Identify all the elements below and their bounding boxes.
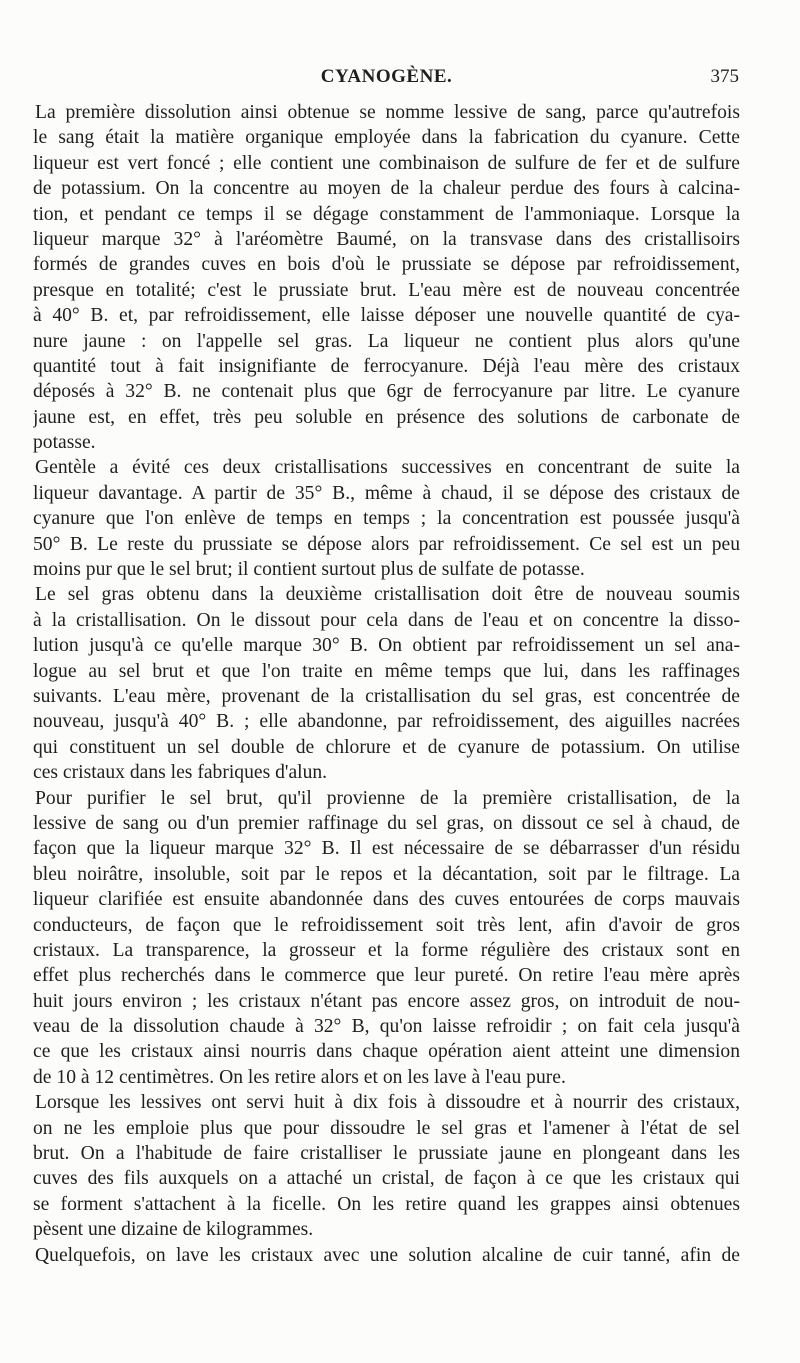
text-line: jaune est, en effet, très peu soluble en présence des solutions de carbonate de: [33, 406, 740, 428]
chapter-title: CYANOGÈNE.: [320, 66, 453, 87]
text-line: logue au sel brut et que l'on traite en même temps que lui, dans les raffinages: [33, 660, 740, 682]
text-line: 50° B. Le reste du prussiate se dépose alors par refroidissement. Ce sel est un peu: [33, 533, 740, 555]
text-line: lessive de sang ou d'un premier raffinage du sel gras, on dissout ce sel à chaud, de: [33, 812, 740, 834]
body-text: [33, 100, 740, 1268]
text-line: liqueur est vert foncé ; elle contient une combinaison de sulfure de fer et de sulfure: [33, 152, 740, 174]
text-line: conducteurs, de façon que le refroidissement soit très lent, afin d'avoir de gros: [33, 914, 740, 936]
text-line: suivants. L'eau mère, provenant de la cristallisation du sel gras, est concentrée de: [33, 685, 740, 707]
text-line: on ne les emploie plus que pour dissoudre le sel gras et l'amener à l'état de sel: [33, 1117, 740, 1139]
text-line: de 10 à 12 centimètres. On les retire alors et on les lave à l'eau pure.: [33, 1066, 566, 1088]
text-line: ce que les cristaux ainsi nourris dans chaque opération aient atteint une dimension: [33, 1041, 740, 1063]
text-line: liqueur davantage. A partir de 35° B., même à chaud, il se dépose des cristaux de: [33, 482, 740, 504]
text-line: quantité tout à fait insignifiante de ferrocyanure. Déjà l'eau mère des cristaux: [33, 355, 740, 377]
text-line: lution jusqu'à ce qu'elle marque 30° B. On obtient par refroidissement un sel ana-: [33, 635, 740, 657]
text-line: cuves des fils auxquels on a attaché un cristal, de façon à ce que les cristaux qui: [33, 1168, 740, 1190]
text-line: presque en totalité; c'est le prussiate brut. L'eau mère est de nouveau concentrée: [33, 279, 740, 301]
text-line: veau de la dissolution chaude à 32° B, qu'on laisse refroidir ; on fait cela jusqu'à: [33, 1016, 740, 1038]
page-number: 375: [710, 66, 739, 87]
text-line: déposés à 32° B. ne contenait plus que 6gr de ferrocyanure par litre. Le cyanure: [33, 381, 740, 403]
text-line: nouveau, jusqu'à 40° B. ; elle abandonne, par refroidissement, des aiguilles nacrées: [33, 711, 740, 733]
text-line: à la cristallisation. On le dissout pour cela dans de l'eau et on concentre la disso-: [33, 609, 740, 631]
text-line: à 40° B. et, par refroidissement, elle laisse déposer une nouvelle quantité de cya-: [33, 305, 740, 327]
text-line: formés de grandes cuves en bois d'où le prussiate se dépose par refroidissement,: [33, 254, 740, 276]
text-line: Gentèle a évité ces deux cristallisations successives en concentrant de suite la: [35, 457, 740, 479]
running-header: [34, 66, 739, 94]
text-line: huit jours environ ; les cristaux n'étant pas encore assez gros, on introduit de nou-: [33, 990, 740, 1012]
text-line: La première dissolution ainsi obtenue se nomme lessive de sang, parce qu'autrefois: [35, 102, 740, 123]
text-line: ces cristaux dans les fabriques d'alun.: [33, 762, 328, 784]
text-line: pèsent une dizaine de kilogrammes.: [33, 1219, 314, 1241]
text-line: liqueur clarifiée est ensuite abandonnée dans des cuves entourées de corps mauvais: [33, 889, 740, 911]
text-line: moins pur que le sel brut; il contient surtout plus de sulfate de potasse.: [33, 559, 585, 581]
text-line: cyanure que l'on enlève de temps en temps ; la concentration est poussée jusqu'à: [33, 508, 740, 530]
text-line: Quelquefois, on lave les cristaux avec une solution alcaline de cuir tanné, afin de: [35, 1244, 740, 1266]
text-line: façon que la liqueur marque 32° B. Il est nécessaire de se débarrasser d'un résidu: [33, 838, 740, 860]
text-line: de potassium. On la concentre au moyen de la chaleur perdue des fours à calcina-: [33, 178, 740, 200]
text-line: le sang était la matière organique employée dans la fabrication du cyanure. Cette: [33, 127, 740, 149]
text-line: brut. On a l'habitude de faire cristalliser le prussiate jaune en plongeant dans les: [33, 1143, 740, 1165]
text-line: Pour purifier le sel brut, qu'il provienne de la première cristallisation, de la: [35, 787, 740, 809]
text-line: qui constituent un sel double de chlorure et de cyanure de potassium. On utilise: [33, 736, 740, 758]
text-line: Le sel gras obtenu dans la deuxième cristallisation doit être de nouveau soumis: [35, 584, 740, 606]
text-line: liqueur marque 32° à l'aréomètre Baumé, on la transvase dans des cristallisoirs: [33, 228, 740, 250]
text-line: potasse.: [33, 432, 96, 454]
text-line: tion, et pendant ce temps il se dégage constamment de l'ammoniaque. Lorsque la: [33, 203, 740, 225]
text-line: Lorsque les lessives ont servi huit à dix fois à dissoudre et à nourrir des cristaux,: [35, 1092, 740, 1114]
text-line: cristaux. La transparence, la grosseur et la forme régulière des cristaux sont en: [33, 939, 740, 961]
text-line: effet plus recherchés dans le commerce que leur pureté. On retire l'eau mère après: [33, 965, 740, 987]
text-line: bleu noirâtre, insoluble, soit par le repos et la décantation, soit par le filtrage. La: [33, 863, 740, 885]
text-line: nure jaune : on l'appelle sel gras. La liqueur ne contient plus alors qu'une: [33, 330, 740, 352]
text-line: se forment s'attachent à la ficelle. On les retire quand les grappes ainsi obtenues: [33, 1193, 740, 1215]
